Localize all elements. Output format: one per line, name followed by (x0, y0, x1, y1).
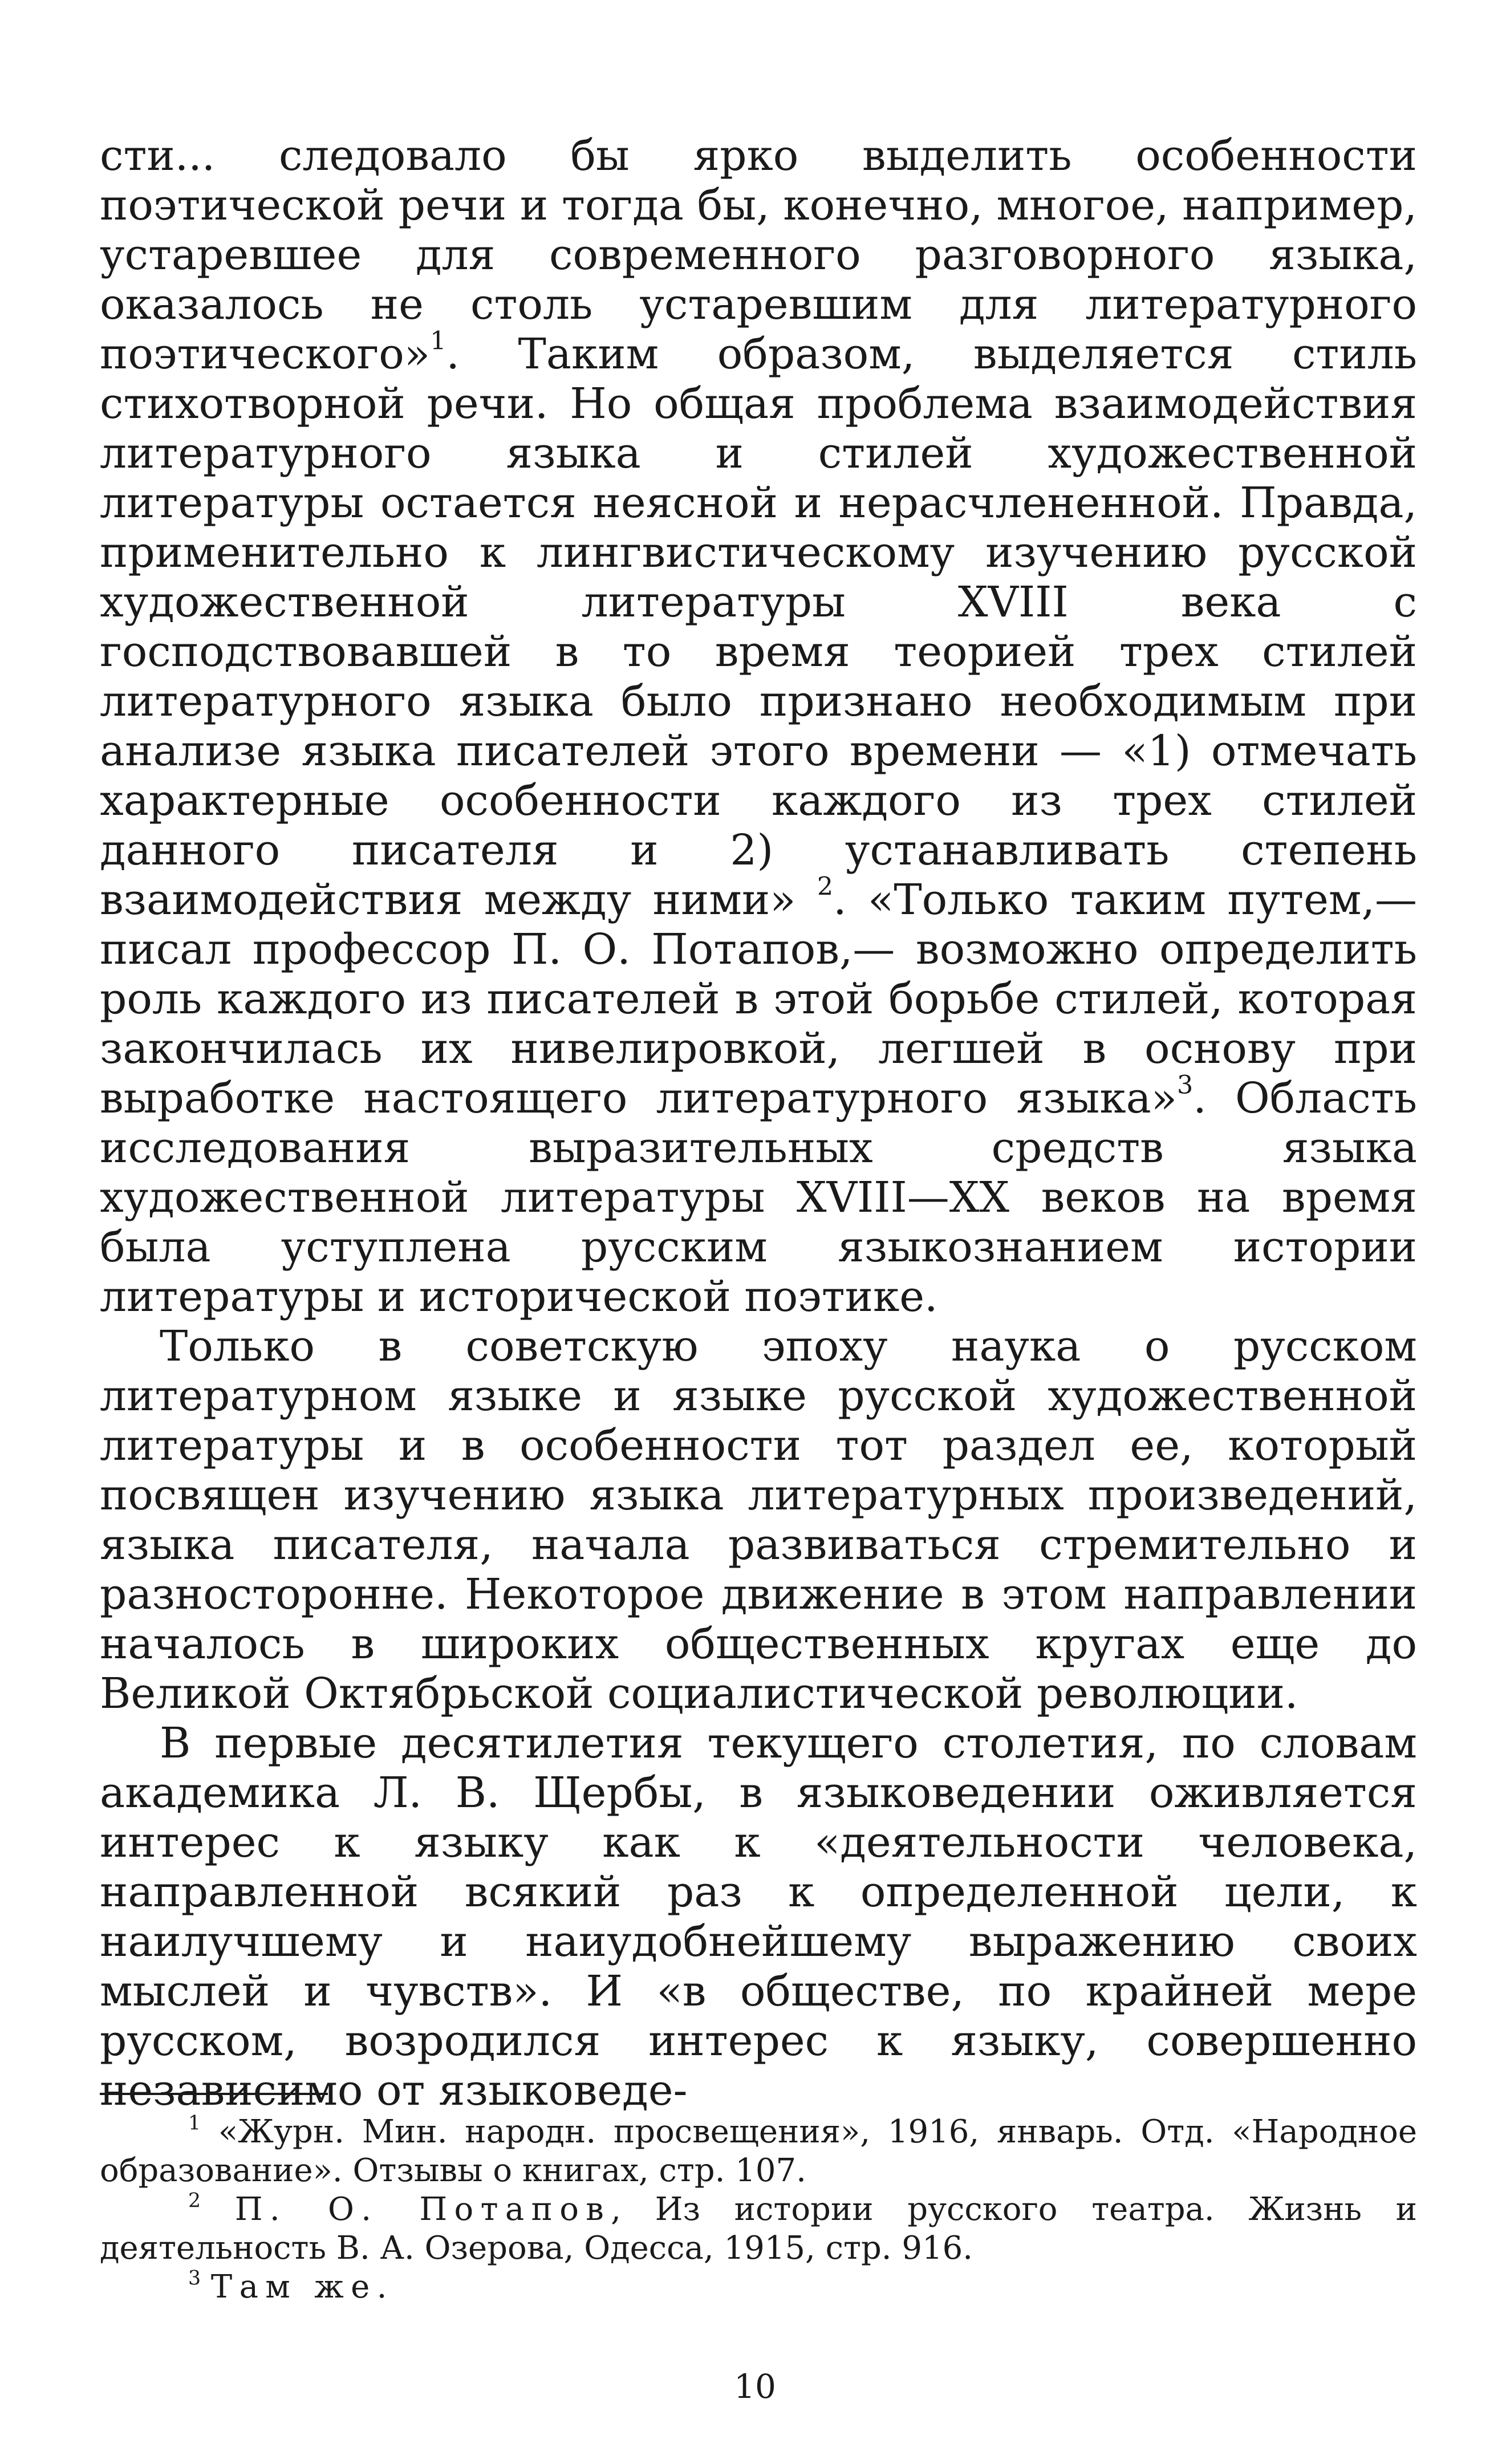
footnote-1-marker: 1 (188, 2112, 201, 2135)
footnote-3 (100, 2268, 1417, 2307)
footnote-divider (100, 2093, 328, 2095)
footnote-2 (100, 2190, 1417, 2268)
footnote-2-author: П. О. Потапов (234, 2191, 611, 2228)
footnotes (100, 2113, 1417, 2307)
main-text (100, 131, 1417, 2116)
footnote-ref-1: 1 (430, 326, 446, 356)
footnote-3-text: . (376, 2268, 387, 2305)
footnote-2-marker: 2 (188, 2189, 201, 2213)
footnote-ref-2: 2 (817, 872, 834, 902)
footnote-3-marker: 3 (188, 2267, 201, 2290)
paragraph-1: сти... следовало бы ярко выделить особенности поэтической речи и тогда бы, конечно, многое, например, устаревшее для современного разговорного языка, оказалось не столь устаревшим для литературного поэтического»$^1$. Таким образом, выделяется стиль стихотворной речи. Но общая проблема взаимодействия литературного языка и стилей художественной литературы остается неясной и нерасчлененной. Правда, применительно к лингвистическому изучению русской художественной литературы XVIII века с господствовавшей в то время теорией трех стилей литературного языка было признано необходимым при анализе языка писателей этого времени — «1) отмечать характерные особенности каждого из трех стилей данного писателя и 2) устанавливать степень взаимодействия между ними» $^2$. «Только таким путем,— писал профессор П. О. Потапов,— возможно определить роль каждого из писателей в этой борьбе стилей, которая закончилась их нивелировкой, легшей в основу при выработке настоящего литературного языка»$^3$. Область исследования выразительных средств языка художественной литературы XVIII—XX веков на время была уступлена русским языкознанием истории литературы и исторической поэтике. (100, 131, 1417, 1321)
footnote-2-text: , Из истории русского театра. Жизнь и деятельность В. А. Озерова, Одесса, 1915, стр. 916. (100, 2191, 1418, 2267)
footnote-1-text: «Журн. Мин. народн. просвещения», 1916, январь. Отд. «Народное образование». Отзывы о книгах, стр. 107. (100, 2113, 1417, 2189)
page-number: 10 (734, 2367, 776, 2406)
page-body (100, 131, 1417, 2116)
paragraph-2: Только в советскую эпоху наука о русском литературном языке и языке русской художественной литературы и в особенности тот раздел ее, который посвящен изучению языка литературных произведений, языка писателя, начала развиваться стремительно и разносторонне. Некоторое движение в этом направлении началось в широких общественных кругах еще до Великой Октябрьской социалистической революции. (100, 1322, 1417, 1718)
footnote-3-author: Там же (210, 2268, 377, 2305)
footnote-ref-3: 3 (1176, 1070, 1194, 1100)
paragraph-3: В первые десятилетия текущего столетия, по словам академика Л. В. Щербы, в языковедении оживляется интерес к языку как к «деятельности человека, направленной всякий раз к определенной цели, к наилучшему и наиудобнейшему выражению своих мыслей и чувств». И «в обществе, по крайней мере русском, возродился интерес к языку, совершенно независимо от языковеде- (100, 1719, 1417, 2115)
footnote-1 (100, 2113, 1417, 2190)
